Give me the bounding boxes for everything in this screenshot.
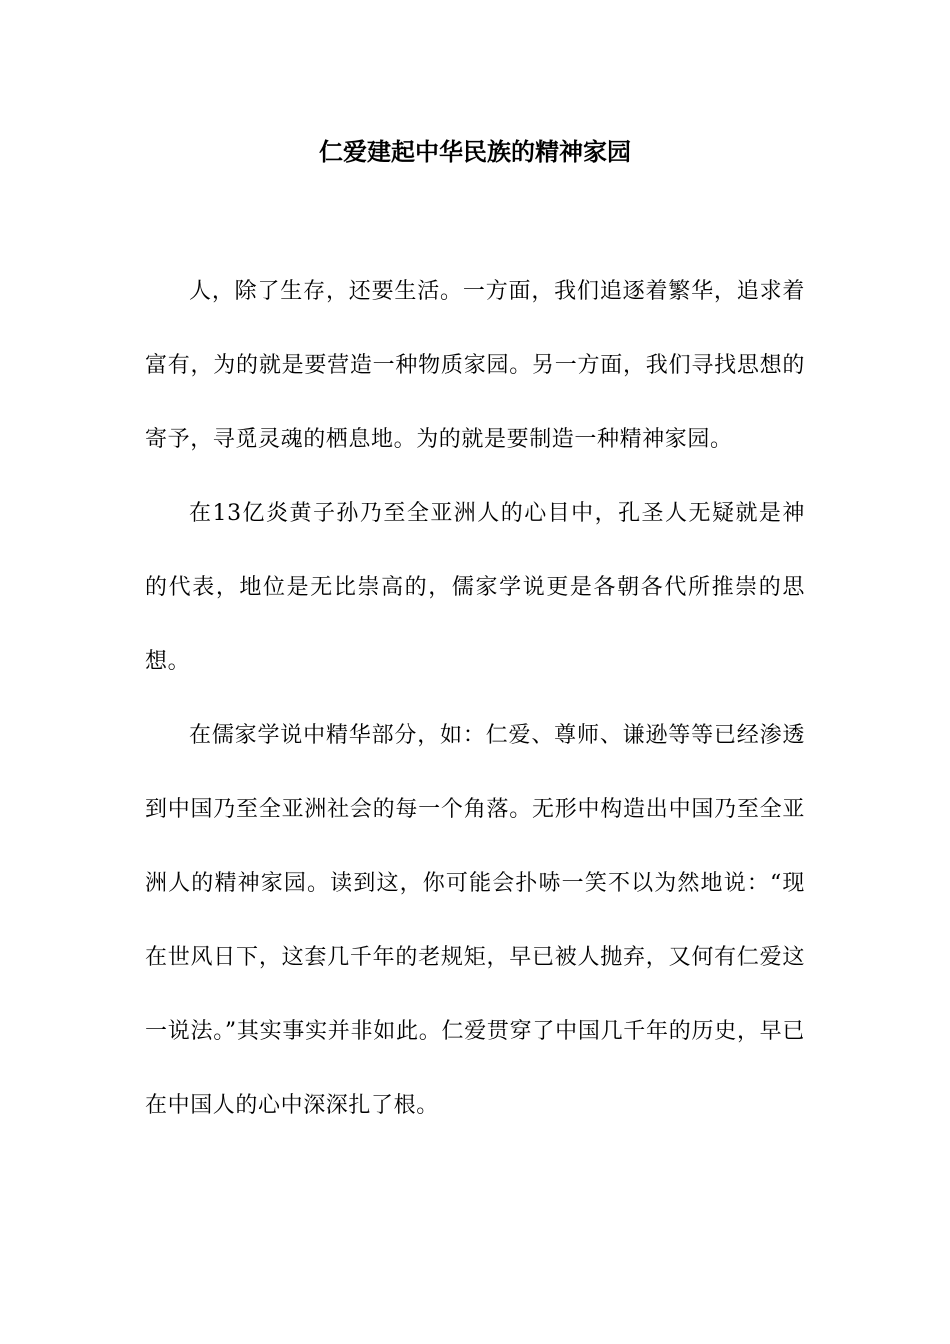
- paragraph-1: 人，除了生存，还要生活。一方面，我们追逐着繁华，追求着富有，为的就是要营造一种物质家园。另一方面，我们寻找思想的寄予，寻觅灵魂的栖息地。为的就是要制造一种精神家园。: [145, 279, 805, 452]
- paragraph-3: 在儒家学说中精华部分，如：仁爱、尊师、谦逊等等已经渗透到中国乃至全亚洲社会的每一个角落。无形中构造出中国乃至全亚洲人的精神家园。读到这，你可能会扑哧一笑不以为然地说：“现在世风日下，这套几千年的老规矩，早已被人抛弃，又何有仁爱这一说法。”其实事实并非如此。仁爱贯穿了中国几千年的历史，早已在中国人的心中深深扎了根。: [145, 723, 805, 1118]
- document-title: 仁爱建起中华民族的精神家园: [319, 137, 631, 166]
- paragraph-2: 在13亿炎黄子孙乃至全亚洲人的心目中，孔圣人无疑就是神的代表，地位是无比崇高的，儒家学说更是各朝各代所推崇的思想。: [145, 501, 805, 674]
- document-body: [145, 255, 805, 1143]
